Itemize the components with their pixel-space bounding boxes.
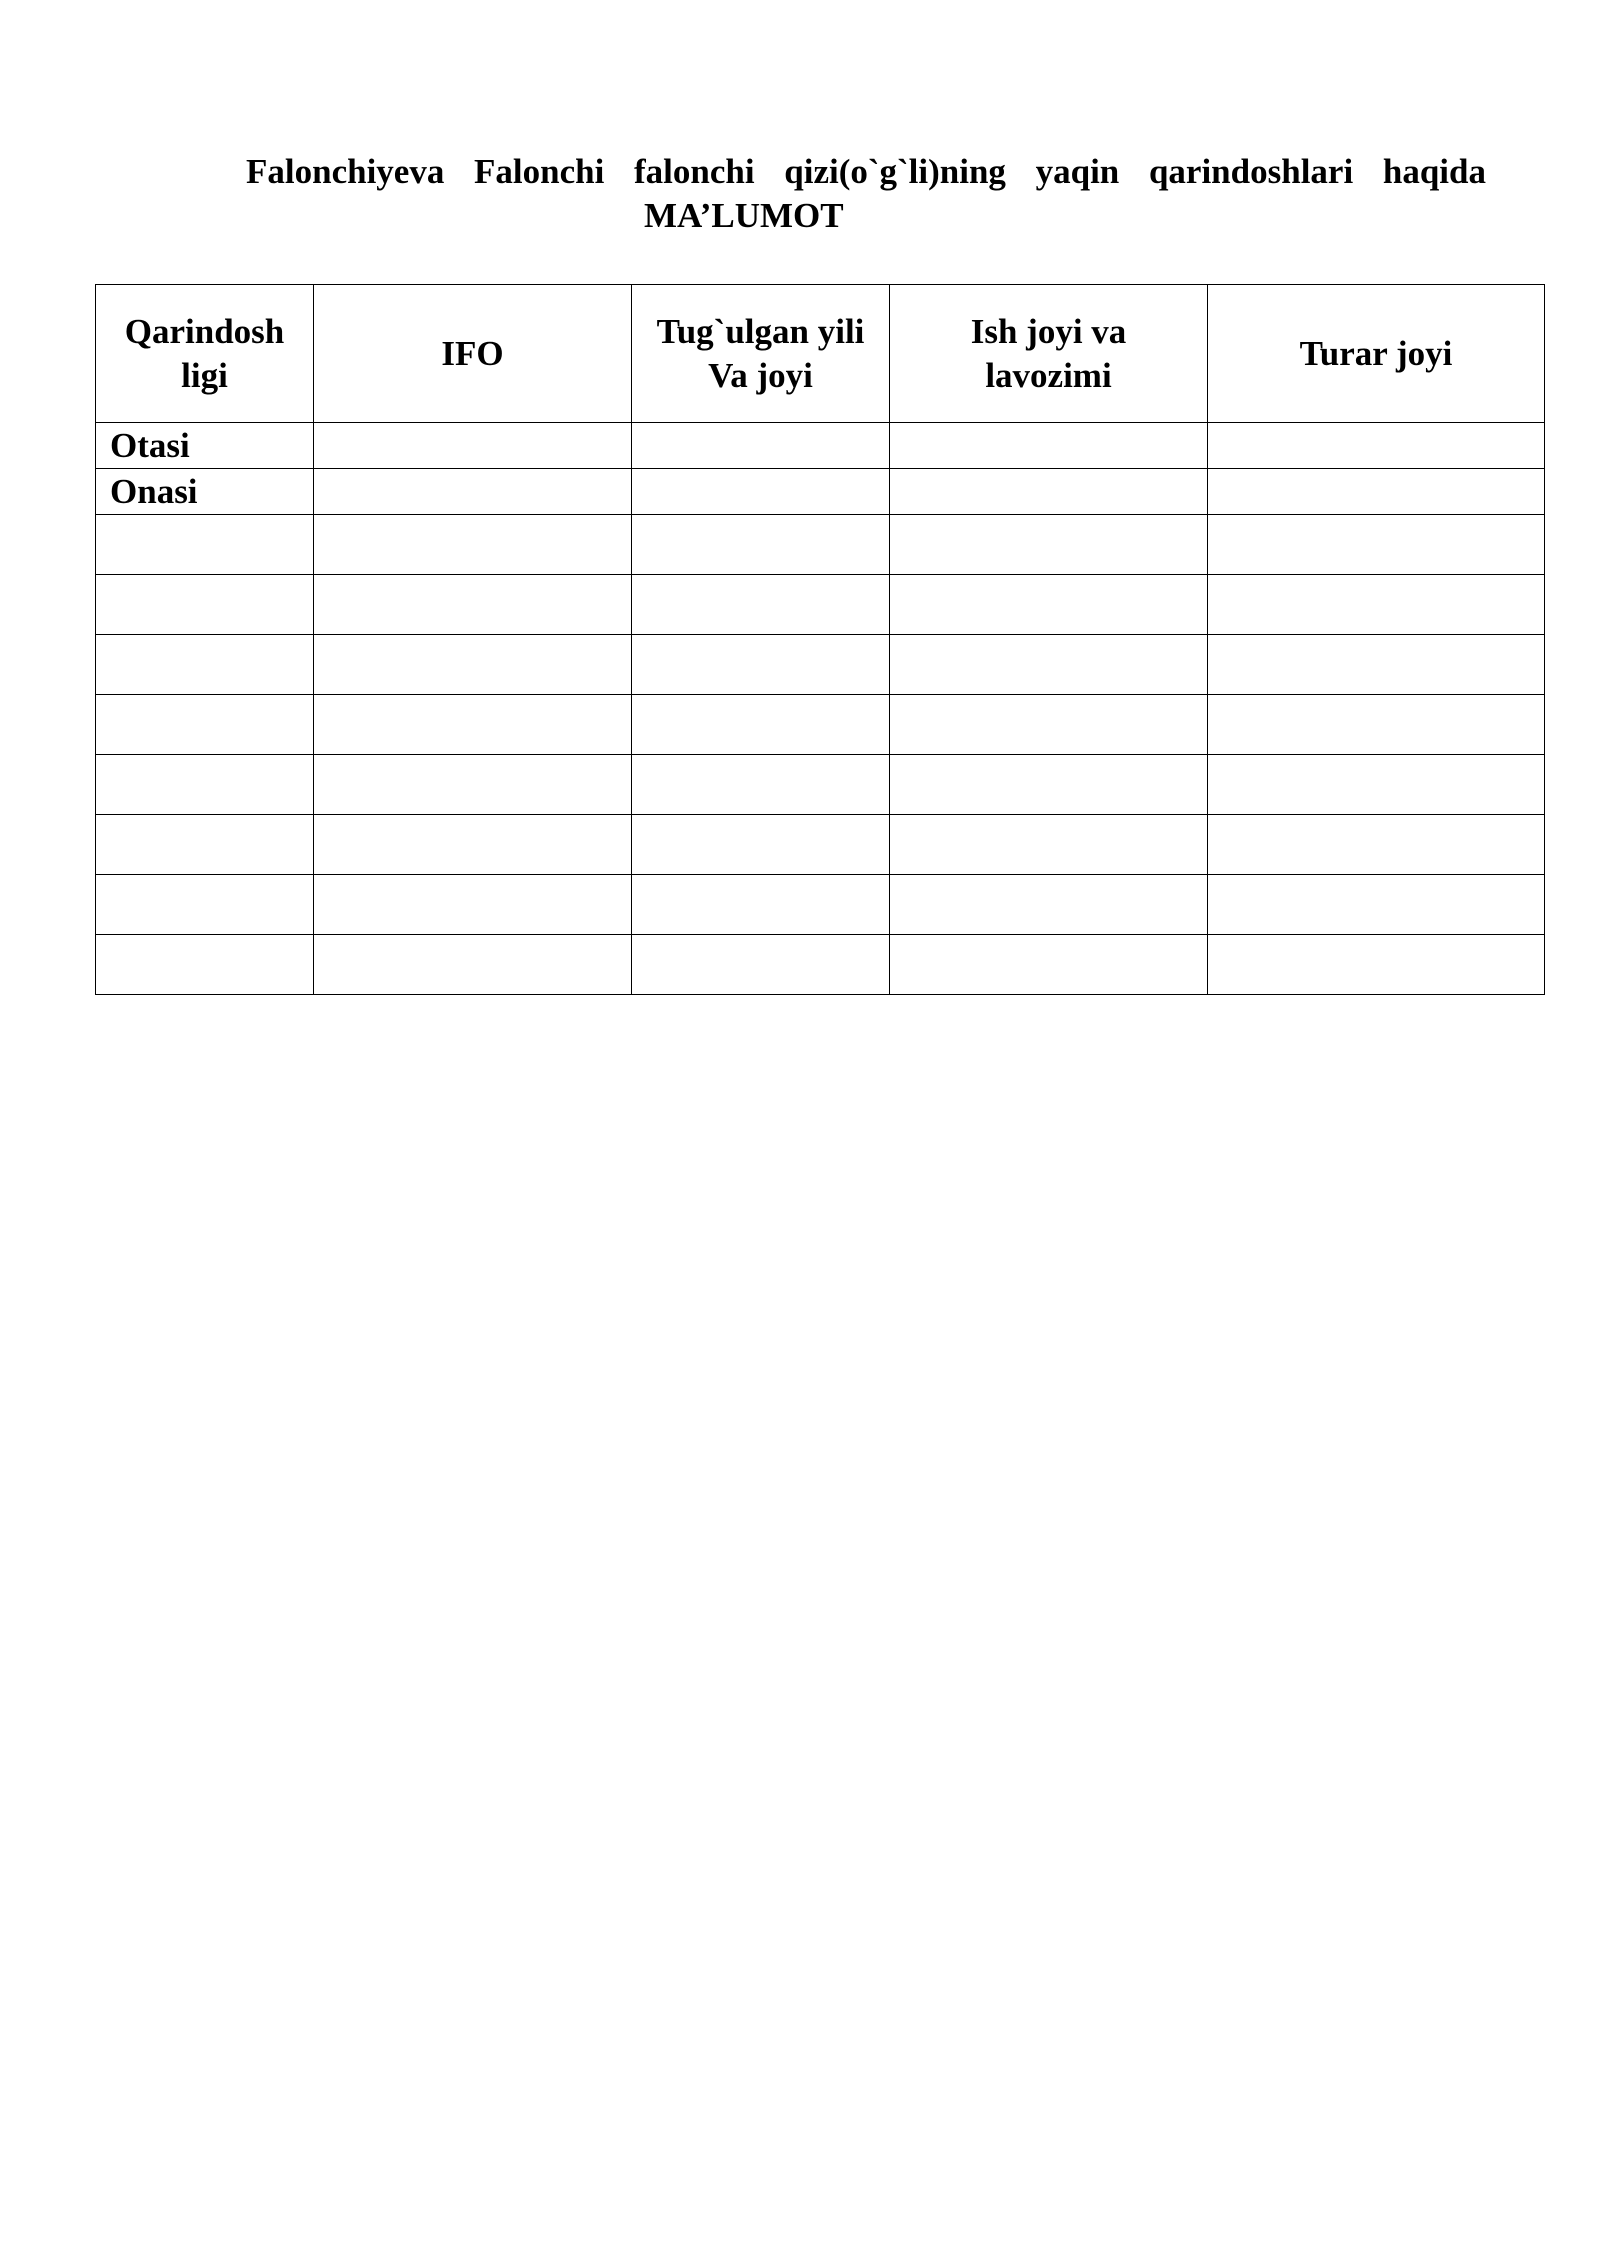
table-cell <box>1208 695 1545 755</box>
table-cell <box>632 423 890 469</box>
table-cell <box>314 875 632 935</box>
table-cell <box>1208 935 1545 995</box>
table-row <box>96 635 1545 695</box>
table-cell <box>314 635 632 695</box>
table-cell <box>632 635 890 695</box>
table-cell <box>890 515 1208 575</box>
header-relation-line2: ligi <box>181 355 228 395</box>
table-cell <box>1208 815 1545 875</box>
table-cell <box>96 695 314 755</box>
table-cell <box>1208 469 1545 515</box>
table-cell <box>632 469 890 515</box>
document-heading <box>246 150 1486 238</box>
table-cell <box>632 815 890 875</box>
header-name-label: IFO <box>441 333 504 373</box>
header-birth-line1: Tug`ulgan yili <box>656 311 865 351</box>
table-cell <box>632 875 890 935</box>
table-cell <box>1208 423 1545 469</box>
table-row <box>96 935 1545 995</box>
header-relation-line1: Qarindosh <box>124 311 285 351</box>
header-work <box>890 285 1208 423</box>
table-cell <box>314 575 632 635</box>
table-cell <box>1208 875 1545 935</box>
table-row <box>96 875 1545 935</box>
header-birth-line2: Va joyi <box>708 355 813 395</box>
table-cell <box>1208 515 1545 575</box>
table-cell: Onasi <box>96 469 314 515</box>
table-row <box>96 575 1545 635</box>
table-cell <box>314 695 632 755</box>
table-cell <box>314 423 632 469</box>
table-cell <box>632 755 890 815</box>
table-cell <box>314 469 632 515</box>
table-header-row <box>96 285 1545 423</box>
table-row <box>96 423 1545 469</box>
table-row <box>96 515 1545 575</box>
table-row <box>96 695 1545 755</box>
table-cell <box>96 875 314 935</box>
header-name <box>314 285 632 423</box>
header-work-line2: lavozimi <box>985 355 1112 395</box>
table-cell <box>632 515 890 575</box>
header-relation <box>96 285 314 423</box>
header-work-line1: Ish joyi va <box>970 311 1127 351</box>
header-birth <box>632 285 890 423</box>
table-cell <box>96 935 314 995</box>
table-cell <box>890 815 1208 875</box>
table-cell <box>890 469 1208 515</box>
table-cell: Otasi <box>96 423 314 469</box>
table-cell <box>890 635 1208 695</box>
heading-line-1: Falonchiyeva Falonchi falonchi qizi(o`g`li)ning yaqin qarindoshlari haqida <box>246 152 1486 191</box>
table-cell <box>632 575 890 635</box>
table-cell <box>96 755 314 815</box>
table-row <box>96 469 1545 515</box>
table-cell <box>890 755 1208 815</box>
table-cell <box>96 515 314 575</box>
table-cell <box>890 935 1208 995</box>
table-cell <box>890 695 1208 755</box>
table-cell <box>632 935 890 995</box>
table-row <box>96 815 1545 875</box>
table-cell <box>314 515 632 575</box>
header-residence <box>1208 285 1545 423</box>
table-cell <box>632 695 890 755</box>
header-residence-label: Turar joyi <box>1299 333 1453 373</box>
table-cell <box>890 575 1208 635</box>
table-cell <box>890 423 1208 469</box>
table-cell <box>1208 755 1545 815</box>
table-cell <box>1208 575 1545 635</box>
relatives-table <box>95 284 1545 995</box>
table-cell <box>314 755 632 815</box>
table-cell <box>96 815 314 875</box>
table-cell <box>314 815 632 875</box>
table-row <box>96 755 1545 815</box>
table-cell <box>1208 635 1545 695</box>
table-cell <box>96 635 314 695</box>
table-cell <box>96 575 314 635</box>
table-cell <box>890 875 1208 935</box>
table-cell <box>314 935 632 995</box>
heading-line-2: MA’LUMOT <box>644 196 844 235</box>
